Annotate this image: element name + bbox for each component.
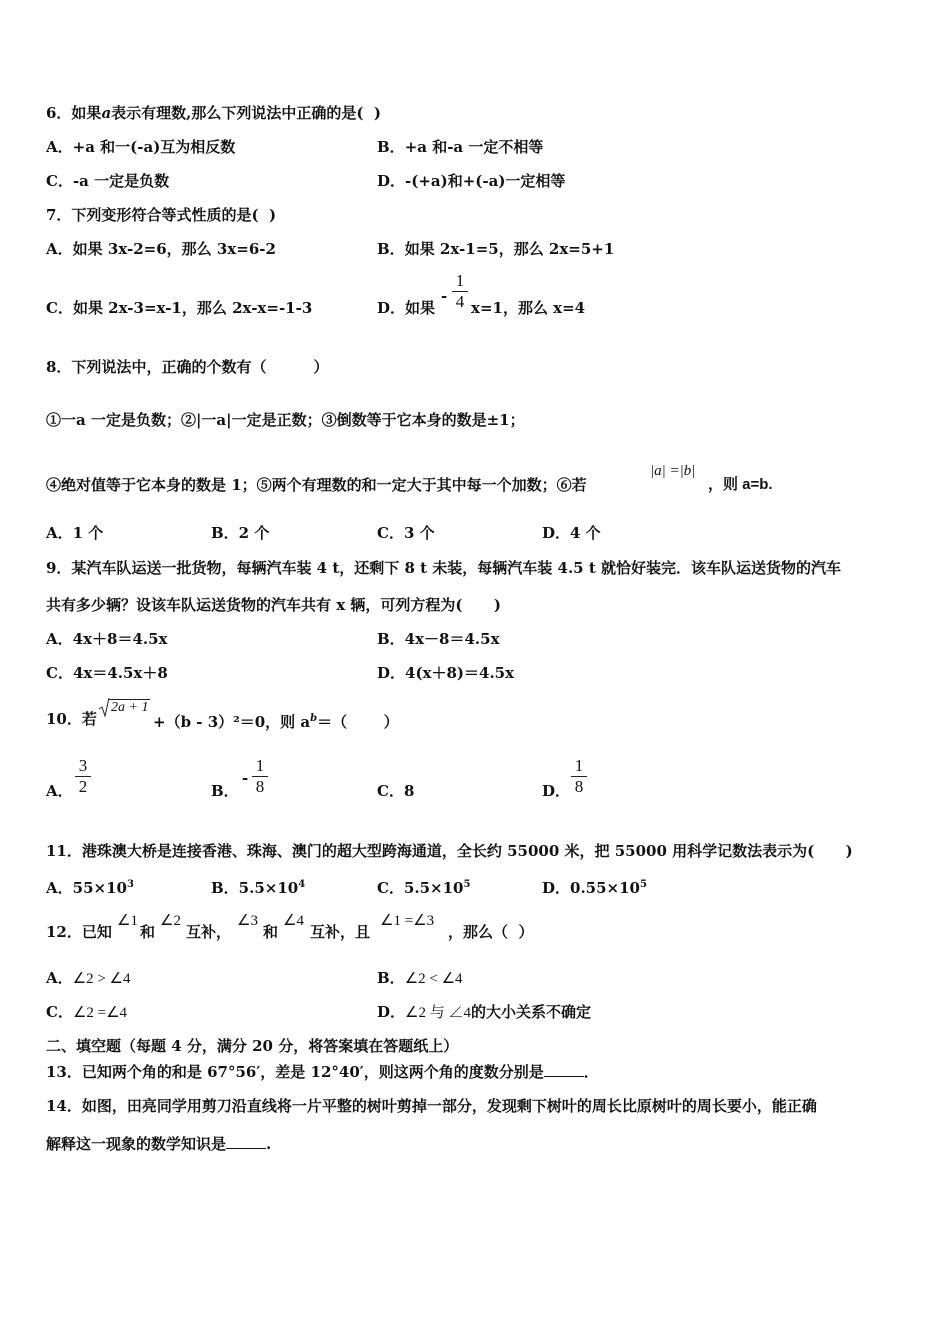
q9-stem-line-2: 共有多少辆？设该车队运送货物的汽车共有 x 辆，可列方程为( ) <box>46 596 501 614</box>
q9-option-c: C．4x＝4.5x＋8 <box>46 664 168 682</box>
q12-equality-condition: ∠1 =∠3 <box>380 913 435 929</box>
denominator: 8 <box>574 777 584 796</box>
q10-option-d-fraction <box>571 757 587 796</box>
q12-and-2: 和 <box>263 923 279 941</box>
q13-stem: 13．已知两个角的和是 67°56′，差是 12°40′，则这两个角的度数分别是 ． <box>46 1063 599 1081</box>
answer-blank[interactable] <box>226 1134 266 1149</box>
q12-option-b: B．∠2 < ∠4 <box>377 969 463 987</box>
q8-option-d: D．4 个 <box>542 524 601 542</box>
q9-option-b: B．4x－8＝4.5x <box>377 630 500 648</box>
q8-abs-equal-condition: |a| =|b| <box>650 463 696 479</box>
q10-option-c: C．8 <box>377 782 415 800</box>
q10-option-b-fraction <box>252 757 268 796</box>
answer-blank[interactable] <box>544 1062 584 1077</box>
q12-angle-1: ∠1 <box>117 913 138 929</box>
q10-stem-start: 10．若 <box>46 710 97 728</box>
numerator: 1 <box>574 756 584 775</box>
q8-stem: 8．下列说法中，正确的个数有（ ） <box>46 358 329 376</box>
q12-stem-start: 12．已知 <box>46 923 112 941</box>
q7-option-a: A．如果 3x-2=6，那么 3x=6-2 <box>46 240 276 258</box>
q11-option-c: C．$5.5\times 10^5$ <box>377 879 471 897</box>
q12-angle-4: ∠4 <box>283 913 304 929</box>
q7-option-b: B．如果 2x-1=5，那么 2x=5+1 <box>377 240 615 258</box>
variable-a: a <box>101 104 112 122</box>
q11-option-b: B．$5.5\times 10^4$ <box>211 879 306 897</box>
q11-option-d: D．$0.55\times 10^5$ <box>542 879 647 897</box>
q7-option-c: C．如果 2x-3=x-1，那么 2x-x=-1-3 <box>46 299 313 317</box>
q8-option-c: C．3 个 <box>377 524 435 542</box>
q7-stem: 7．下列变形符合等式性质的是( ) <box>46 206 277 224</box>
q8-statement-line-1: ①一a 一定是负数；②|一a|一定是正数；③倒数等于它本身的数是±1； <box>46 411 525 429</box>
denominator: 8 <box>255 777 265 796</box>
q10-option-d-label: D． <box>542 782 571 800</box>
q10-option-a-fraction <box>75 757 91 796</box>
radicand: 2a + 1 <box>111 700 149 715</box>
q6-option-c: C．-a 一定是负数 <box>46 172 170 190</box>
q6-option-a: A．+a 和一(-a)互为相反数 <box>46 138 236 156</box>
q9-option-d: D．4(x＋8)＝4.5x <box>377 664 515 682</box>
q12-option-d: D．∠2 与 ∠4的大小关系不确定 <box>377 1003 591 1021</box>
q7-option-d-label: D．如果 <box>377 299 436 317</box>
q12-option-c: C．∠2 =∠4 <box>46 1003 128 1021</box>
q10-option-b-sign: - <box>242 769 249 787</box>
q11-option-a: A．$55\times 10^3$ <box>46 879 134 897</box>
numerator: 1 <box>255 756 265 775</box>
q14-stem-line-1: 14．如图，田亮同学用剪刀沿直线将一片平整的树叶剪掉一部分，发现剩下树叶的周长比原树叶的周长要小，能正确 <box>46 1097 817 1115</box>
q8-statement-line-2: ④绝对值等于它本身的数是 1；⑤两个有理数的和一定大于其中每一个加数；⑥若 <box>46 476 587 494</box>
q12-stem-end: ，那么（ ） <box>448 923 534 941</box>
denominator: 4 <box>455 292 465 311</box>
q7-option-d-sign: - <box>441 287 448 305</box>
q10-stem-rest: +（b - 3）²＝0，则 $a^b=$（ ） <box>153 713 399 731</box>
q10-option-b-label: B． <box>211 782 239 800</box>
q7-fraction-one-quarter <box>452 272 468 311</box>
q8-tail: ，则 a=b. <box>708 476 773 493</box>
q12-angle-2: ∠2 <box>160 913 181 929</box>
q12-supplementary-2: 互补，且 <box>310 923 371 941</box>
q6-option-d: D．-(+a)和+(-a)一定相等 <box>377 172 566 190</box>
q10-option-a-label: A． <box>46 782 73 800</box>
numerator: 3 <box>78 756 88 775</box>
q12-and-1: 和 <box>140 923 156 941</box>
q14-stem-line-2: 解释这一现象的数学知识是 . <box>46 1135 272 1153</box>
q6-stem: 6．如果a表示有理数,那么下列说法中正确的是( ) <box>46 104 382 122</box>
q9-option-a: A．4x＋8＝4.5x <box>46 630 168 648</box>
q11-stem: 11．港珠澳大桥是连接香港、珠海、澳门的超大型跨海通道，全长约 55000 米，把 55000 用科学记数法表示为( ) <box>46 842 853 860</box>
q9-stem-line-1: 9．某汽车队运送一批货物，每辆汽车装 4 t，还剩下 8 t 未装，每辆汽车装 4.5 t 就恰好装完．该车队运送货物的汽车 <box>46 559 841 577</box>
q8-option-b: B．2 个 <box>211 524 270 542</box>
q12-supplementary-1: 互补， <box>186 923 232 941</box>
q12-option-a: A．∠2 > ∠4 <box>46 969 131 987</box>
section-2-heading: 二、填空题（每题 4 分，满分 20 分，将答案填在答题纸上） <box>46 1037 459 1055</box>
q6-option-b: B．+a 和-a 一定不相等 <box>377 138 544 156</box>
q7-option-d-tail: x=1，那么 x=4 <box>471 299 586 317</box>
q8-option-a: A．1 个 <box>46 524 104 542</box>
q12-angle-3: ∠3 <box>237 913 258 929</box>
denominator: 2 <box>78 777 88 796</box>
numerator: 1 <box>455 271 465 290</box>
